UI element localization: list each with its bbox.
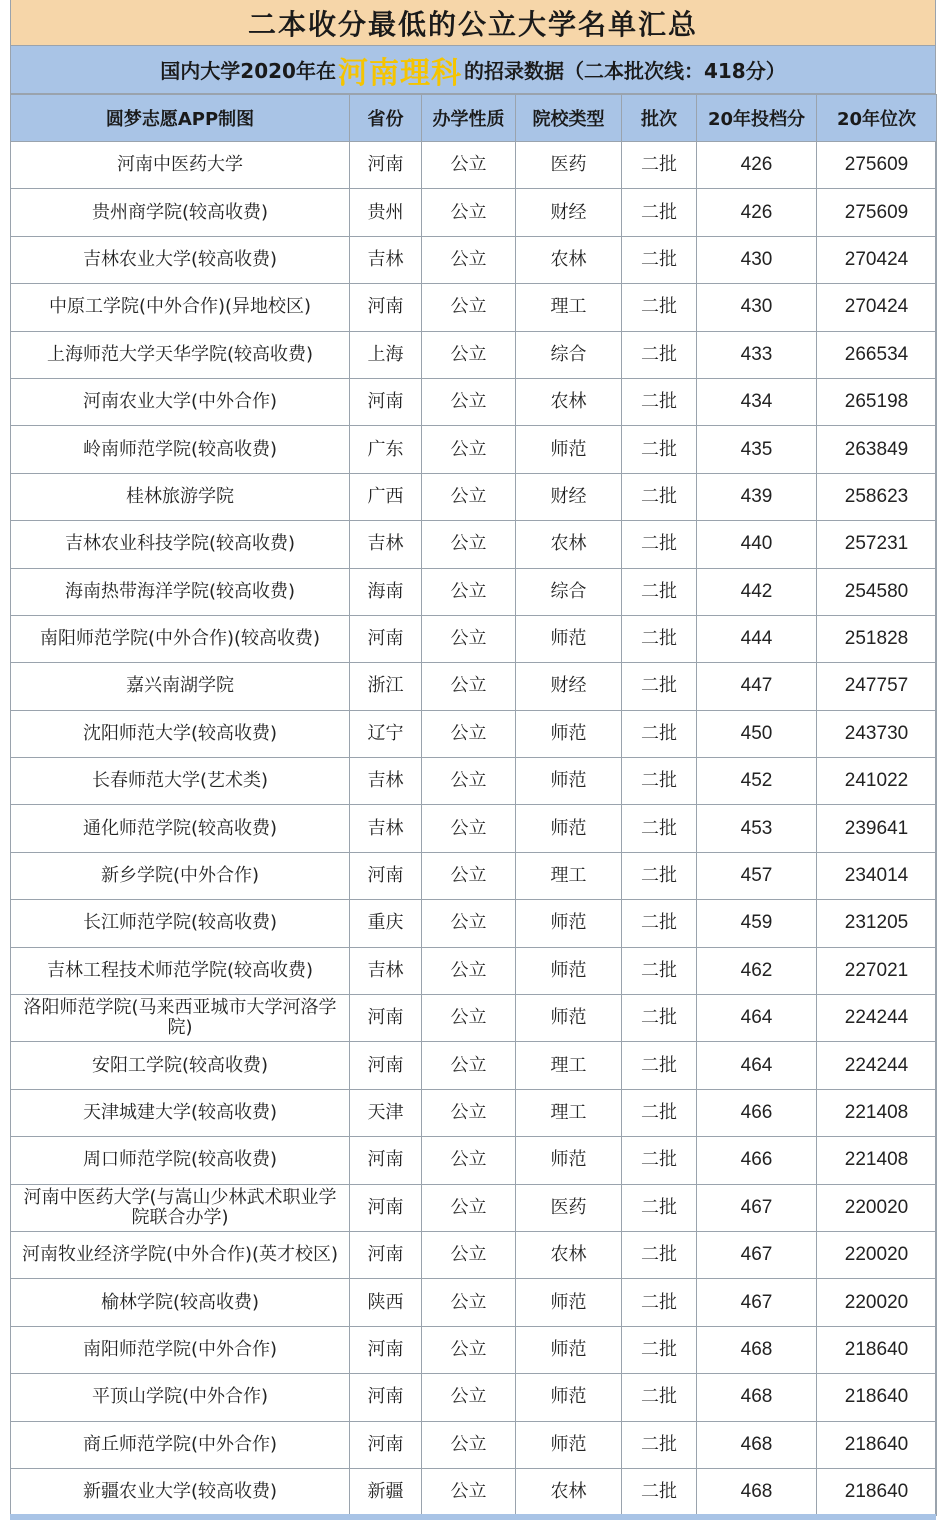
school-nature-cell: 公立 bbox=[422, 1184, 516, 1231]
table-row bbox=[11, 378, 937, 425]
school-nature-cell: 公立 bbox=[422, 1468, 516, 1515]
rank-cell: 224244 bbox=[817, 995, 937, 1042]
table-row bbox=[11, 900, 937, 947]
school-nature-cell: 公立 bbox=[422, 758, 516, 805]
table-row bbox=[11, 568, 937, 615]
school-name-cell: 安阳工学院(较高收费) bbox=[11, 1042, 350, 1089]
batch-cell: 二批 bbox=[622, 805, 697, 852]
school-type-cell: 师范 bbox=[516, 947, 622, 994]
table-row bbox=[11, 1089, 937, 1136]
score-cell: 426 bbox=[697, 189, 817, 236]
table-row bbox=[11, 331, 937, 378]
table-row bbox=[11, 1279, 937, 1326]
score-cell: 442 bbox=[697, 568, 817, 615]
school-name-cell: 平顶山学院(中外合作) bbox=[11, 1374, 350, 1421]
school-nature-cell: 公立 bbox=[422, 426, 516, 473]
school-type-cell: 师范 bbox=[516, 758, 622, 805]
rank-cell: 266534 bbox=[817, 331, 937, 378]
school-nature-cell: 公立 bbox=[422, 805, 516, 852]
table-row bbox=[11, 1042, 937, 1089]
school-nature-cell: 公立 bbox=[422, 142, 516, 189]
rank-cell: 270424 bbox=[817, 236, 937, 283]
table-row bbox=[11, 852, 937, 899]
province-cell: 贵州 bbox=[350, 189, 422, 236]
province-cell: 吉林 bbox=[350, 758, 422, 805]
school-nature-cell: 公立 bbox=[422, 1421, 516, 1468]
school-type-cell: 理工 bbox=[516, 1089, 622, 1136]
province-cell: 陕西 bbox=[350, 1279, 422, 1326]
rank-cell: 231205 bbox=[817, 900, 937, 947]
school-nature-cell: 公立 bbox=[422, 189, 516, 236]
score-cell: 457 bbox=[697, 852, 817, 899]
score-cell: 430 bbox=[697, 284, 817, 331]
school-nature-cell: 公立 bbox=[422, 1137, 516, 1184]
school-type-cell: 师范 bbox=[516, 1421, 622, 1468]
province-cell: 河南 bbox=[350, 852, 422, 899]
school-nature-cell: 公立 bbox=[422, 1279, 516, 1326]
school-name-cell: 洛阳师范学院(马来西亚城市大学河洛学院) bbox=[11, 995, 350, 1042]
subtitle-bar bbox=[11, 46, 935, 94]
batch-cell: 二批 bbox=[622, 1374, 697, 1421]
score-cell: 439 bbox=[697, 473, 817, 520]
batch-cell: 二批 bbox=[622, 1468, 697, 1515]
school-type-cell: 综合 bbox=[516, 331, 622, 378]
school-nature-cell: 公立 bbox=[422, 284, 516, 331]
batch-cell: 二批 bbox=[622, 758, 697, 805]
batch-cell: 二批 bbox=[622, 1421, 697, 1468]
subtitle-prefix: 国内大学2020年在 bbox=[160, 59, 336, 83]
table-row bbox=[11, 1468, 937, 1515]
province-cell: 吉林 bbox=[350, 236, 422, 283]
province-cell: 河南 bbox=[350, 1137, 422, 1184]
table-row bbox=[11, 758, 937, 805]
batch-cell: 二批 bbox=[622, 426, 697, 473]
table-row bbox=[11, 615, 937, 662]
rank-cell: 239641 bbox=[817, 805, 937, 852]
batch-cell: 二批 bbox=[622, 1089, 697, 1136]
batch-cell: 二批 bbox=[622, 189, 697, 236]
rank-cell: 251828 bbox=[817, 615, 937, 662]
school-nature-cell: 公立 bbox=[422, 900, 516, 947]
rank-cell: 247757 bbox=[817, 663, 937, 710]
school-type-cell: 理工 bbox=[516, 852, 622, 899]
province-cell: 吉林 bbox=[350, 805, 422, 852]
batch-cell: 二批 bbox=[622, 284, 697, 331]
school-name-cell: 吉林农业科技学院(较高收费) bbox=[11, 521, 350, 568]
column-header-rank: 20年位次 bbox=[817, 95, 937, 142]
school-nature-cell: 公立 bbox=[422, 1326, 516, 1373]
school-type-cell: 师范 bbox=[516, 900, 622, 947]
school-type-cell: 综合 bbox=[516, 568, 622, 615]
school-nature-cell: 公立 bbox=[422, 331, 516, 378]
batch-cell: 二批 bbox=[622, 1326, 697, 1373]
province-cell: 重庆 bbox=[350, 900, 422, 947]
table-row bbox=[11, 473, 937, 520]
school-nature-cell: 公立 bbox=[422, 1042, 516, 1089]
score-cell: 468 bbox=[697, 1421, 817, 1468]
table-row bbox=[11, 284, 937, 331]
page-title: 二本收分最低的公立大学名单汇总 bbox=[11, 0, 935, 46]
school-name-cell: 南阳师范学院(中外合作)(较高收费) bbox=[11, 615, 350, 662]
table-row bbox=[11, 1184, 937, 1231]
school-type-cell: 医药 bbox=[516, 142, 622, 189]
rank-cell: 220020 bbox=[817, 1184, 937, 1231]
province-cell: 浙江 bbox=[350, 663, 422, 710]
subtitle-suffix: 的招录数据（二本批次线：418分） bbox=[463, 59, 786, 83]
school-type-cell: 农林 bbox=[516, 378, 622, 425]
table-row bbox=[11, 426, 937, 473]
batch-cell: 二批 bbox=[622, 663, 697, 710]
batch-cell: 二批 bbox=[622, 947, 697, 994]
score-cell: 459 bbox=[697, 900, 817, 947]
school-type-cell: 农林 bbox=[516, 236, 622, 283]
school-name-cell: 周口师范学院(较高收费) bbox=[11, 1137, 350, 1184]
batch-cell: 二批 bbox=[622, 1231, 697, 1278]
school-name-cell: 吉林工程技术师范学院(较高收费) bbox=[11, 947, 350, 994]
score-cell: 452 bbox=[697, 758, 817, 805]
province-cell: 上海 bbox=[350, 331, 422, 378]
score-cell: 468 bbox=[697, 1374, 817, 1421]
batch-cell: 二批 bbox=[622, 1279, 697, 1326]
school-type-cell: 师范 bbox=[516, 615, 622, 662]
score-cell: 426 bbox=[697, 142, 817, 189]
batch-cell: 二批 bbox=[622, 615, 697, 662]
school-name-cell: 榆林学院(较高收费) bbox=[11, 1279, 350, 1326]
table-row bbox=[11, 521, 937, 568]
school-type-cell: 农林 bbox=[516, 1231, 622, 1278]
school-type-cell: 财经 bbox=[516, 473, 622, 520]
school-nature-cell: 公立 bbox=[422, 236, 516, 283]
column-header-province: 省份 bbox=[350, 95, 422, 142]
table-row bbox=[11, 805, 937, 852]
table-row bbox=[11, 1374, 937, 1421]
school-type-cell: 师范 bbox=[516, 1374, 622, 1421]
school-type-cell: 师范 bbox=[516, 995, 622, 1042]
score-cell: 450 bbox=[697, 710, 817, 757]
school-nature-cell: 公立 bbox=[422, 1089, 516, 1136]
score-cell: 447 bbox=[697, 663, 817, 710]
school-type-cell: 师范 bbox=[516, 710, 622, 757]
school-name-cell: 新乡学院(中外合作) bbox=[11, 852, 350, 899]
rank-cell: 220020 bbox=[817, 1279, 937, 1326]
province-cell: 广西 bbox=[350, 473, 422, 520]
rank-cell: 258623 bbox=[817, 473, 937, 520]
score-cell: 462 bbox=[697, 947, 817, 994]
score-cell: 466 bbox=[697, 1089, 817, 1136]
batch-cell: 二批 bbox=[622, 1184, 697, 1231]
rank-cell: 221408 bbox=[817, 1137, 937, 1184]
province-cell: 吉林 bbox=[350, 947, 422, 994]
batch-cell: 二批 bbox=[622, 852, 697, 899]
province-cell: 河南 bbox=[350, 1326, 422, 1373]
batch-cell: 二批 bbox=[622, 900, 697, 947]
table-row bbox=[11, 1231, 937, 1278]
score-cell: 430 bbox=[697, 236, 817, 283]
score-cell: 444 bbox=[697, 615, 817, 662]
school-name-cell: 南阳师范学院(中外合作) bbox=[11, 1326, 350, 1373]
table-row bbox=[11, 1137, 937, 1184]
province-cell: 河南 bbox=[350, 142, 422, 189]
rank-cell: 218640 bbox=[817, 1468, 937, 1515]
province-cell: 天津 bbox=[350, 1089, 422, 1136]
province-cell: 河南 bbox=[350, 615, 422, 662]
school-nature-cell: 公立 bbox=[422, 378, 516, 425]
column-header-batch: 批次 bbox=[622, 95, 697, 142]
school-name-cell: 新疆农业大学(较高收费) bbox=[11, 1468, 350, 1515]
province-cell: 河南 bbox=[350, 1184, 422, 1231]
table-row bbox=[11, 189, 937, 236]
score-cell: 467 bbox=[697, 1279, 817, 1326]
school-name-cell: 桂林旅游学院 bbox=[11, 473, 350, 520]
score-cell: 466 bbox=[697, 1137, 817, 1184]
school-name-cell: 天津城建大学(较高收费) bbox=[11, 1089, 350, 1136]
province-cell: 吉林 bbox=[350, 521, 422, 568]
score-cell: 433 bbox=[697, 331, 817, 378]
table-row bbox=[11, 236, 937, 283]
rank-cell: 234014 bbox=[817, 852, 937, 899]
rank-cell: 218640 bbox=[817, 1326, 937, 1373]
rank-cell: 243730 bbox=[817, 710, 937, 757]
score-cell: 467 bbox=[697, 1184, 817, 1231]
column-header-nature: 办学性质 bbox=[422, 95, 516, 142]
province-cell: 河南 bbox=[350, 995, 422, 1042]
school-type-cell: 医药 bbox=[516, 1184, 622, 1231]
rank-cell: 227021 bbox=[817, 947, 937, 994]
rank-cell: 218640 bbox=[817, 1374, 937, 1421]
school-name-cell: 河南牧业经济学院(中外合作)(英才校区) bbox=[11, 1231, 350, 1278]
rank-cell: 221408 bbox=[817, 1089, 937, 1136]
score-cell: 434 bbox=[697, 378, 817, 425]
school-name-cell: 长春师范大学(艺术类) bbox=[11, 758, 350, 805]
school-name-cell: 上海师范大学天华学院(较高收费) bbox=[11, 331, 350, 378]
school-nature-cell: 公立 bbox=[422, 521, 516, 568]
rank-cell: 254580 bbox=[817, 568, 937, 615]
batch-cell: 二批 bbox=[622, 473, 697, 520]
province-cell: 辽宁 bbox=[350, 710, 422, 757]
score-cell: 467 bbox=[697, 1231, 817, 1278]
rank-cell: 263849 bbox=[817, 426, 937, 473]
score-cell: 453 bbox=[697, 805, 817, 852]
province-cell: 海南 bbox=[350, 568, 422, 615]
table-body bbox=[11, 142, 937, 1516]
score-cell: 435 bbox=[697, 426, 817, 473]
school-name-cell: 商丘师范学院(中外合作) bbox=[11, 1421, 350, 1468]
school-nature-cell: 公立 bbox=[422, 947, 516, 994]
score-cell: 468 bbox=[697, 1468, 817, 1515]
rank-cell: 241022 bbox=[817, 758, 937, 805]
batch-cell: 二批 bbox=[622, 710, 697, 757]
school-nature-cell: 公立 bbox=[422, 995, 516, 1042]
rank-cell: 275609 bbox=[817, 142, 937, 189]
batch-cell: 二批 bbox=[622, 331, 697, 378]
school-type-cell: 师范 bbox=[516, 805, 622, 852]
column-header-school: 圆梦志愿APP制图 bbox=[11, 95, 350, 142]
batch-cell: 二批 bbox=[622, 1042, 697, 1089]
batch-cell: 二批 bbox=[622, 568, 697, 615]
school-type-cell: 农林 bbox=[516, 1468, 622, 1515]
table-row bbox=[11, 142, 937, 189]
table-row bbox=[11, 663, 937, 710]
school-type-cell: 理工 bbox=[516, 284, 622, 331]
school-name-cell: 嘉兴南湖学院 bbox=[11, 663, 350, 710]
province-cell: 河南 bbox=[350, 284, 422, 331]
batch-cell: 二批 bbox=[622, 995, 697, 1042]
school-nature-cell: 公立 bbox=[422, 1231, 516, 1278]
table-row bbox=[11, 947, 937, 994]
school-type-cell: 农林 bbox=[516, 521, 622, 568]
school-name-cell: 沈阳师范大学(较高收费) bbox=[11, 710, 350, 757]
school-name-cell: 通化师范学院(较高收费) bbox=[11, 805, 350, 852]
rank-cell: 224244 bbox=[817, 1042, 937, 1089]
batch-cell: 二批 bbox=[622, 1137, 697, 1184]
school-name-cell: 吉林农业大学(较高收费) bbox=[11, 236, 350, 283]
school-nature-cell: 公立 bbox=[422, 615, 516, 662]
batch-cell: 二批 bbox=[622, 236, 697, 283]
rank-cell: 257231 bbox=[817, 521, 937, 568]
rank-cell: 218640 bbox=[817, 1421, 937, 1468]
province-cell: 河南 bbox=[350, 1374, 422, 1421]
school-nature-cell: 公立 bbox=[422, 710, 516, 757]
school-type-cell: 理工 bbox=[516, 1042, 622, 1089]
school-type-cell: 师范 bbox=[516, 426, 622, 473]
school-type-cell: 财经 bbox=[516, 189, 622, 236]
batch-cell: 二批 bbox=[622, 142, 697, 189]
batch-cell: 二批 bbox=[622, 378, 697, 425]
column-header-score: 20年投档分 bbox=[697, 95, 817, 142]
score-cell: 440 bbox=[697, 521, 817, 568]
province-cell: 河南 bbox=[350, 1231, 422, 1278]
school-nature-cell: 公立 bbox=[422, 473, 516, 520]
school-nature-cell: 公立 bbox=[422, 852, 516, 899]
province-cell: 广东 bbox=[350, 426, 422, 473]
column-header-type: 院校类型 bbox=[516, 95, 622, 142]
school-name-cell: 中原工学院(中外合作)(异地校区) bbox=[11, 284, 350, 331]
province-cell: 河南 bbox=[350, 1421, 422, 1468]
table-row bbox=[11, 1326, 937, 1373]
rank-cell: 275609 bbox=[817, 189, 937, 236]
province-cell: 河南 bbox=[350, 1042, 422, 1089]
school-type-cell: 师范 bbox=[516, 1279, 622, 1326]
admission-table bbox=[10, 94, 937, 1516]
school-name-cell: 贵州商学院(较高收费) bbox=[11, 189, 350, 236]
school-name-cell: 岭南师范学院(较高收费) bbox=[11, 426, 350, 473]
school-name-cell: 海南热带海洋学院(较高收费) bbox=[11, 568, 350, 615]
header-row bbox=[11, 95, 937, 142]
rank-cell: 220020 bbox=[817, 1231, 937, 1278]
rank-cell: 270424 bbox=[817, 284, 937, 331]
score-cell: 468 bbox=[697, 1326, 817, 1373]
admission-sheet bbox=[10, 0, 936, 1516]
table-row bbox=[11, 1421, 937, 1468]
score-cell: 464 bbox=[697, 1042, 817, 1089]
province-cell: 新疆 bbox=[350, 1468, 422, 1515]
table-row bbox=[11, 710, 937, 757]
school-name-cell: 河南中医药大学(与嵩山少林武术职业学院联合办学) bbox=[11, 1184, 350, 1231]
rank-cell: 265198 bbox=[817, 378, 937, 425]
school-type-cell: 师范 bbox=[516, 1326, 622, 1373]
school-nature-cell: 公立 bbox=[422, 568, 516, 615]
province-cell: 河南 bbox=[350, 378, 422, 425]
score-cell: 464 bbox=[697, 995, 817, 1042]
school-name-cell: 长江师范学院(较高收费) bbox=[11, 900, 350, 947]
table-row bbox=[11, 995, 937, 1042]
footer-bar bbox=[10, 1514, 936, 1520]
school-nature-cell: 公立 bbox=[422, 1374, 516, 1421]
school-name-cell: 河南中医药大学 bbox=[11, 142, 350, 189]
subtitle-highlight: 河南理科 bbox=[337, 55, 462, 91]
batch-cell: 二批 bbox=[622, 521, 697, 568]
school-nature-cell: 公立 bbox=[422, 663, 516, 710]
school-name-cell: 河南农业大学(中外合作) bbox=[11, 378, 350, 425]
school-type-cell: 师范 bbox=[516, 1137, 622, 1184]
school-type-cell: 财经 bbox=[516, 663, 622, 710]
